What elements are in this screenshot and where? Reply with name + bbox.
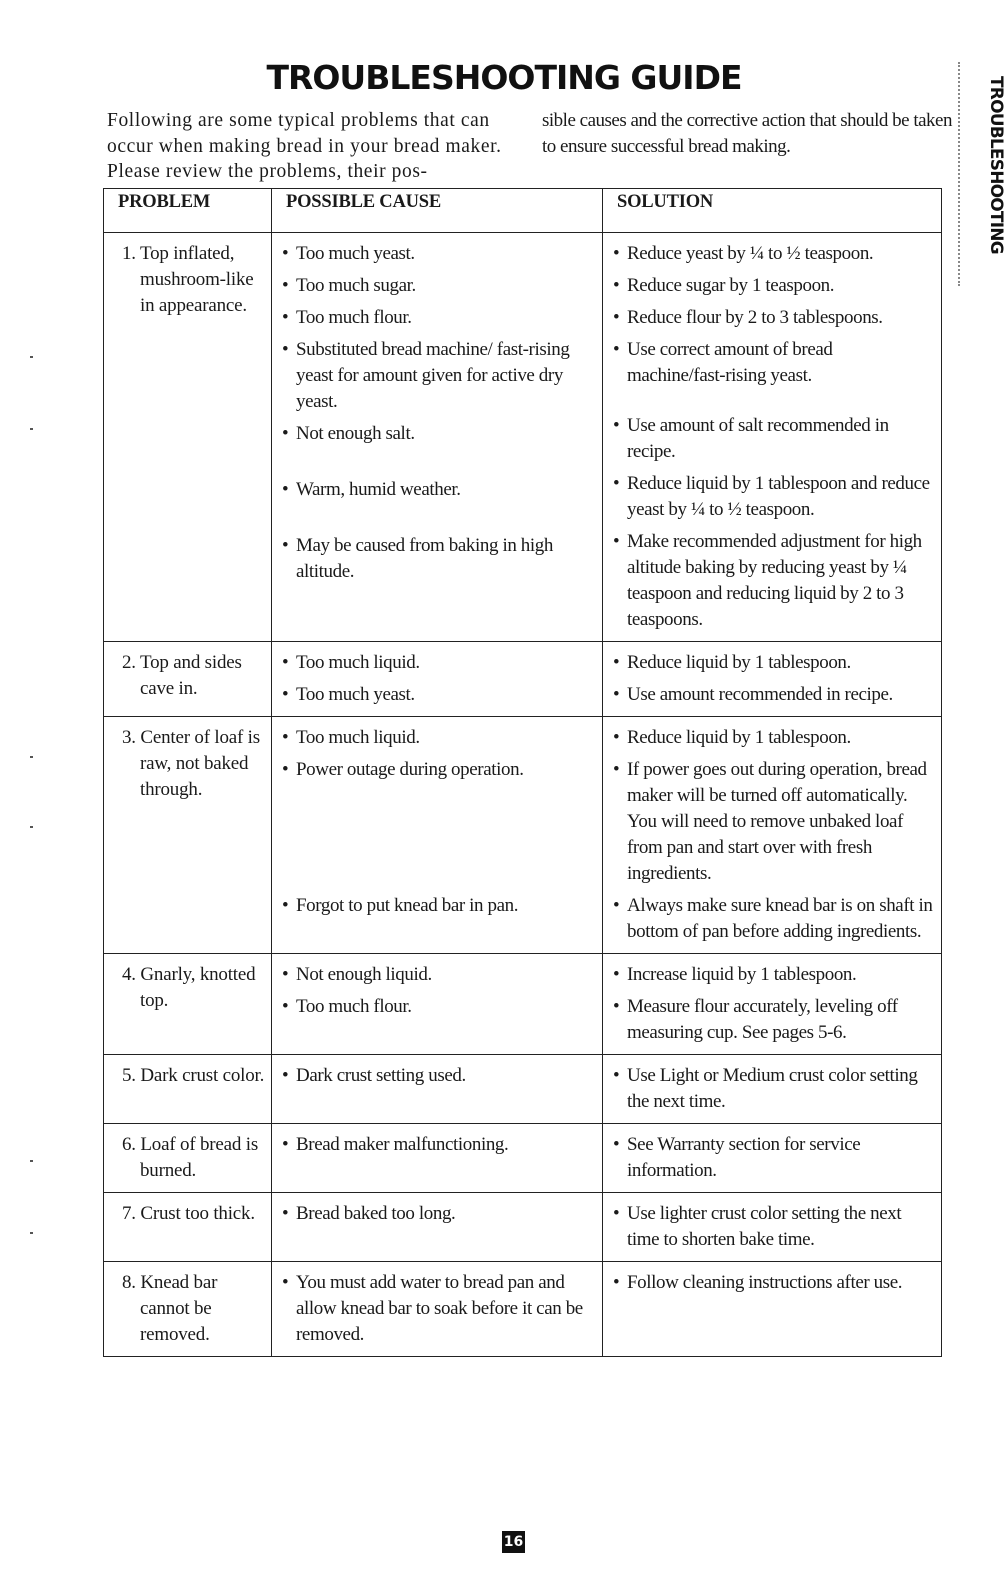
solution-item: Make recommended adjustment for high altitude baking by reducing yeast by ¼ teaspoon and reducing liquid by 2 to 3 teaspoons. xyxy=(627,531,922,630)
cause-item: Power outage during operation. xyxy=(296,759,524,780)
cause-cell: • Too much liquid. • Power outage during operation. • Forgot to put knead bar in pan. xyxy=(272,717,603,954)
solution-item: Follow cleaning instructions after use. xyxy=(627,1272,903,1293)
problem-text: 1. Top inflated, mushroom-like in appearance. xyxy=(122,243,254,316)
cause-cell: • You must add water to bread pan and allow knead bar to soak before it can be removed. xyxy=(272,1262,603,1357)
solution-item: See Warranty section for service information. xyxy=(627,1134,861,1181)
cause-cell: • Not enough liquid. • Too much flour. xyxy=(272,954,603,1055)
solution-item: Measure flour accurately, leveling off measuring cup. See pages 5-6. xyxy=(627,996,898,1043)
margin-mark xyxy=(30,756,33,758)
cause-item: Bread maker malfunctioning. xyxy=(296,1134,509,1155)
table-row xyxy=(104,1124,942,1193)
solution-item: Reduce yeast by ¼ to ½ teaspoon. xyxy=(627,243,874,264)
margin-mark xyxy=(30,428,33,430)
cause-item: Too much flour. xyxy=(296,996,412,1017)
table-row xyxy=(104,233,942,642)
cause-item: Too much yeast. xyxy=(296,684,415,705)
cause-item: May be caused from baking in high altitude. xyxy=(296,535,553,582)
cause-item: Warm, humid weather. xyxy=(296,479,461,500)
cause-item: Too much liquid. xyxy=(296,652,420,673)
margin-mark xyxy=(30,356,33,358)
table-row xyxy=(104,954,942,1055)
solution-cell: • Reduce liquid by 1 tablespoon. • If power goes out during operation, bread maker will be turned off automatically. You will need to remove unbaked loaf from pan and start over with fresh ingredients. • Always make sure knead bar is on shaft in bottom of pan before adding ingredients. xyxy=(603,717,942,954)
cause-item: Not enough salt. xyxy=(296,423,415,444)
problem-text: 7. Crust too thick. xyxy=(122,1203,255,1224)
problem-text: 4. Gnarly, knotted top. xyxy=(122,964,256,1011)
table-row xyxy=(104,1055,942,1124)
troubleshooting-table xyxy=(103,188,942,1357)
problem-text: 2. Top and sides cave in. xyxy=(122,652,242,699)
table-row xyxy=(104,1193,942,1262)
cause-cell: • Bread maker malfunctioning. xyxy=(272,1124,603,1193)
solution-item: Use correct amount of bread machine/fast-rising yeast. xyxy=(627,339,833,386)
solution-cell: • Use Light or Medium crust color setting the next time. xyxy=(603,1055,942,1124)
margin-mark xyxy=(30,1232,33,1234)
header-possible-cause: POSSIBLE CAUSE xyxy=(272,189,603,233)
solution-item: Use amount recommended in recipe. xyxy=(627,684,893,705)
problem-cell xyxy=(104,717,272,954)
solution-cell: • Reduce yeast by ¼ to ½ teaspoon. • Reduce sugar by 1 teaspoon. • Reduce flour by 2 to 3 tablespoons. • Use correct amount of bread machine/fast-rising yeast. • Use amount of salt recommended in recipe. • Reduce liquid by 1 tablespoon and reduce yeast by ¼ to ½ teaspoon. • Make recommended adjustment for high altitude baking by reducing yeast by ¼ teaspoon and reducing liquid by 2 to 3 teaspoons. xyxy=(603,233,942,642)
cause-item: Too much sugar. xyxy=(296,275,416,296)
cause-item: Bread baked too long. xyxy=(296,1203,456,1224)
problem-text: 6. Loaf of bread is burned. xyxy=(122,1134,259,1181)
cause-item: Too much liquid. xyxy=(296,727,420,748)
problem-cell xyxy=(104,1124,272,1193)
solution-cell: • See Warranty section for service information. xyxy=(603,1124,942,1193)
table-row xyxy=(104,717,942,954)
intro-text-right: sible causes and the corrective action that should be taken to ensure successful bread making. xyxy=(542,110,952,157)
intro-text-left: Following are some typical problems that can occur when making bread in your bread maker. Please review the problems, their pos- xyxy=(107,110,502,182)
header-problem: PROBLEM xyxy=(104,189,272,233)
cause-item: Too much yeast. xyxy=(296,243,415,264)
solution-item: If power goes out during operation, bread maker will be turned off automatically. You will need to remove unbaked loaf from pan and start over with fresh ingredients. xyxy=(627,759,927,884)
side-tab-rule xyxy=(958,62,962,286)
cause-item: Substituted bread machine/ fast-rising yeast for amount given for active dry yeast. xyxy=(296,339,570,412)
header-solution: SOLUTION xyxy=(603,189,942,233)
section-side-tab xyxy=(950,56,1006,292)
solution-item: Use amount of salt recommended in recipe. xyxy=(627,415,889,462)
solution-cell: • Reduce liquid by 1 tablespoon. • Use amount recommended in recipe. xyxy=(603,642,942,717)
problem-cell xyxy=(104,954,272,1055)
solution-item: Use lighter crust color setting the next time to shorten bake time. xyxy=(627,1203,902,1250)
problem-cell xyxy=(104,1193,272,1262)
problem-cell xyxy=(104,642,272,717)
problem-cell xyxy=(104,1262,272,1357)
solution-cell: • Use lighter crust color setting the next time to shorten bake time. xyxy=(603,1193,942,1262)
solution-item: Always make sure knead bar is on shaft in bottom of pan before adding ingredients. xyxy=(627,895,933,942)
problem-cell xyxy=(104,233,272,642)
cause-cell: • Dark crust setting used. xyxy=(272,1055,603,1124)
problem-cell xyxy=(104,1055,272,1124)
solution-item: Use Light or Medium crust color setting the next time. xyxy=(627,1065,918,1112)
table-row xyxy=(104,1262,942,1357)
solution-cell: • Increase liquid by 1 tablespoon. • Measure flour accurately, leveling off measuring cup. See pages 5-6. xyxy=(603,954,942,1055)
margin-mark xyxy=(30,826,33,828)
cause-cell: • Too much liquid. • Too much yeast. xyxy=(272,642,603,717)
solution-item: Reduce liquid by 1 tablespoon. xyxy=(627,727,851,748)
cause-item: Dark crust setting used. xyxy=(296,1065,466,1086)
solution-cell: • Follow cleaning instructions after use. xyxy=(603,1262,942,1357)
side-tab-label: TROUBLESHOOTING xyxy=(986,76,1006,254)
cause-cell: • Bread baked too long. xyxy=(272,1193,603,1262)
problem-text: 5. Dark crust color. xyxy=(122,1065,265,1086)
margin-mark xyxy=(30,1160,33,1162)
cause-item: Forgot to put knead bar in pan. xyxy=(296,895,519,916)
problem-text: 3. Center of loaf is raw, not baked through. xyxy=(122,727,260,800)
table-header-row xyxy=(104,189,942,233)
page-number: 16 xyxy=(502,1531,525,1553)
cause-item: Not enough liquid. xyxy=(296,964,432,985)
solution-item: Reduce liquid by 1 tablespoon and reduce yeast by ¼ to ½ teaspoon. xyxy=(627,473,930,520)
cause-cell: • Too much yeast. • Too much sugar. • Too much flour. • Substituted bread machine/ fast-rising yeast for amount given for active dry yeast. • Not enough salt. • Warm, humid weather. • May be caused from baking in high altitude. xyxy=(272,233,603,642)
solution-item: Reduce sugar by 1 teaspoon. xyxy=(627,275,835,296)
table-row xyxy=(104,642,942,717)
cause-item: You must add water to bread pan and allow knead bar to soak before it can be removed. xyxy=(296,1272,583,1345)
problem-text: 8. Knead bar cannot be removed. xyxy=(122,1272,218,1345)
solution-item: Increase liquid by 1 tablespoon. xyxy=(627,964,857,985)
solution-item: Reduce flour by 2 to 3 tablespoons. xyxy=(627,307,883,328)
solution-item: Reduce liquid by 1 tablespoon. xyxy=(627,652,851,673)
page-title: TROUBLESHOOTING GUIDE xyxy=(266,58,742,97)
cause-item: Too much flour. xyxy=(296,307,412,328)
